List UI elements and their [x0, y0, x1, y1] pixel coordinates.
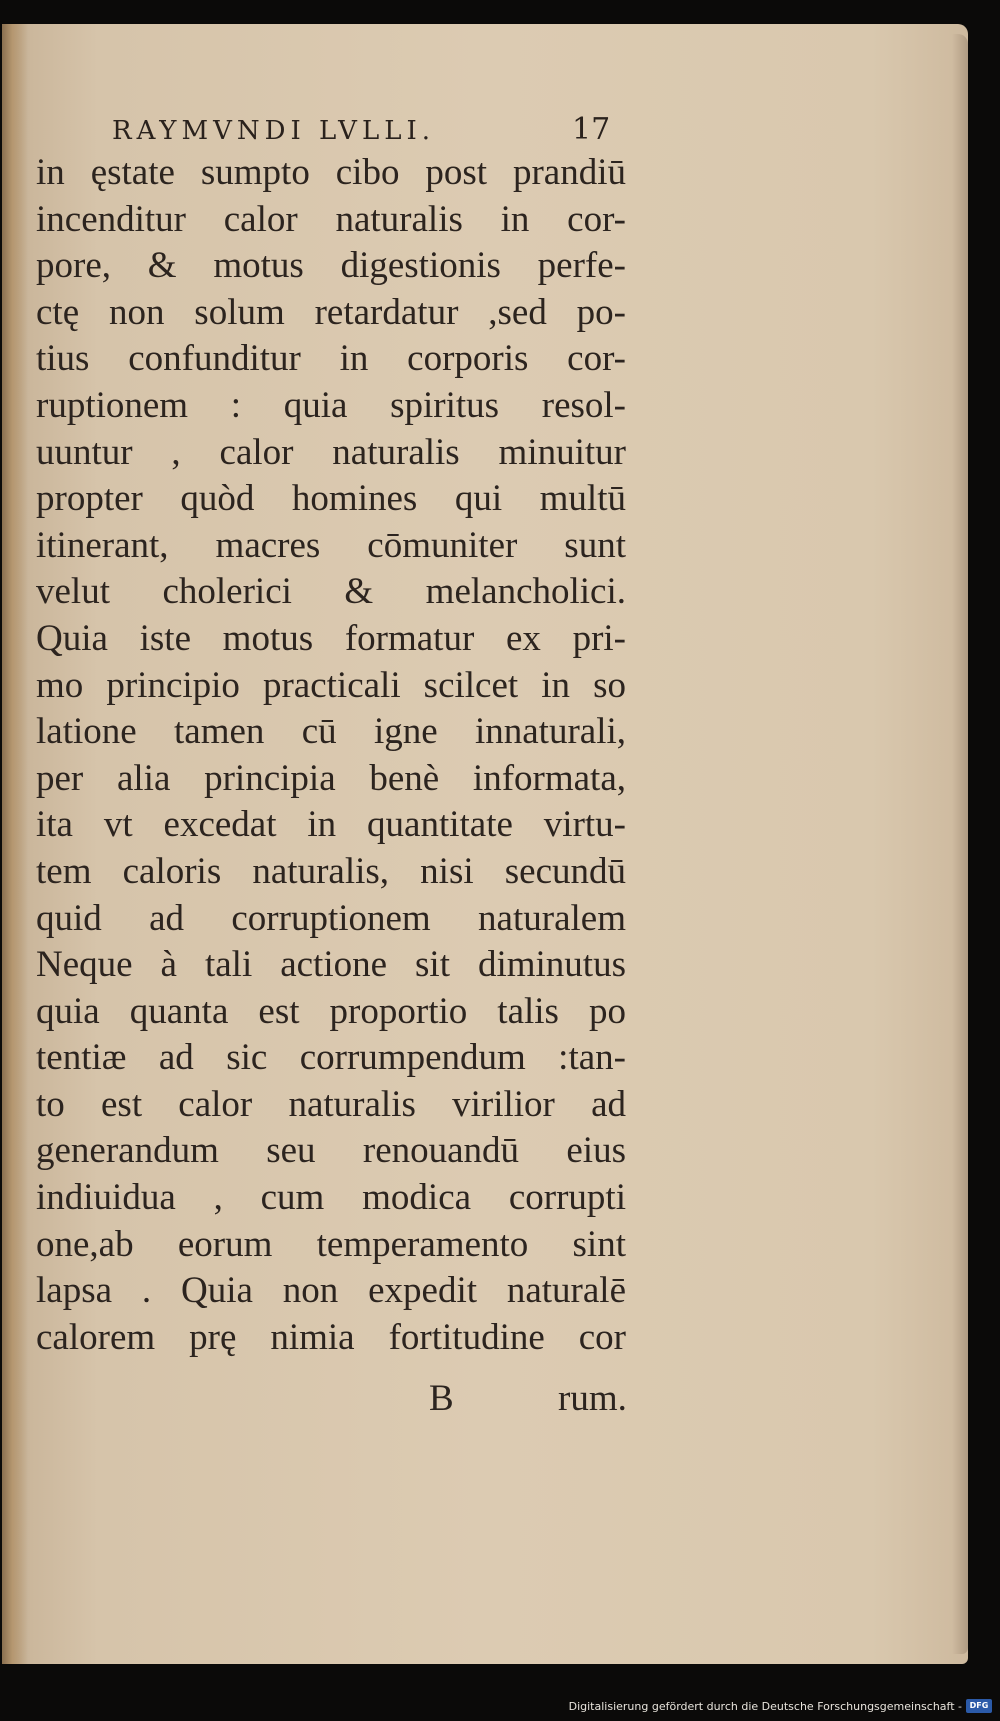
- text-line: quia quanta est proportio talis po: [36, 990, 626, 1032]
- text-line: latione tamen cū igne innaturali,: [36, 711, 626, 753]
- text-line: in ęstate sumpto cibo post prandiū: [36, 152, 626, 193]
- text-line: ctę non solum retardatur ,sed po-: [36, 291, 626, 333]
- text-line: ruptionem : quia spiritus resol-: [36, 384, 626, 426]
- text-line: itinerant, macres cōmuniter sunt: [36, 524, 626, 566]
- text-line: pore, & motus digestionis perfe-: [36, 245, 626, 287]
- text-line: to est calor naturalis virilior ad: [36, 1083, 626, 1125]
- text-line: indiuidua , cum modica corrupti: [36, 1177, 626, 1219]
- text-line: lapsa . Quia non expedit naturalē: [36, 1270, 626, 1312]
- catchword: rum.: [558, 1378, 627, 1419]
- text-line: uuntur , calor naturalis minuitur: [36, 431, 626, 473]
- running-head: [112, 112, 632, 152]
- digitization-credit: Digitalisierung gefördert durch die Deutsche Forschungsgemeinschaft -: [568, 1700, 962, 1713]
- text-line: velut cholerici & melancholici.: [36, 571, 626, 613]
- text-line: propter quòd homines qui multū: [36, 478, 626, 520]
- text-line: quid ad corruptionem naturalem: [36, 897, 626, 939]
- text-line: generandum seu renouandū eius: [36, 1130, 626, 1172]
- page-gutter-edge: [2, 24, 28, 1664]
- page-number: 17: [572, 112, 611, 147]
- text-line: one,ab eorum temperamento sint: [36, 1223, 626, 1265]
- text-line: tem caloris naturalis, nisi secundū: [36, 850, 626, 892]
- body-text: [36, 150, 626, 1361]
- text-line: mo principio practicali scilcet in so: [36, 664, 626, 706]
- signature-mark: B: [429, 1378, 454, 1419]
- page-right-edge: [952, 34, 968, 1654]
- text-line: Neque à tali actione sit diminutus: [36, 944, 626, 986]
- text-line: incenditur calor naturalis in cor-: [36, 198, 626, 240]
- text-line: per alia principia benè informata,: [36, 757, 626, 799]
- text-line: tentiæ ad sic corrumpendum :tan-: [36, 1037, 626, 1079]
- dfg-logo: DFG: [966, 1699, 992, 1713]
- text-line: tius confunditur in corporis cor-: [36, 338, 626, 380]
- page-footer: [36, 1377, 626, 1427]
- text-line: ita vt excedat in quantitate virtu-: [36, 804, 626, 846]
- text-line: calorem prę nimia fortitudine cor: [36, 1316, 626, 1358]
- running-head-title: RAYMVNDI LVLLI.: [112, 116, 436, 146]
- text-line: Quia iste motus formatur ex pri-: [36, 617, 626, 659]
